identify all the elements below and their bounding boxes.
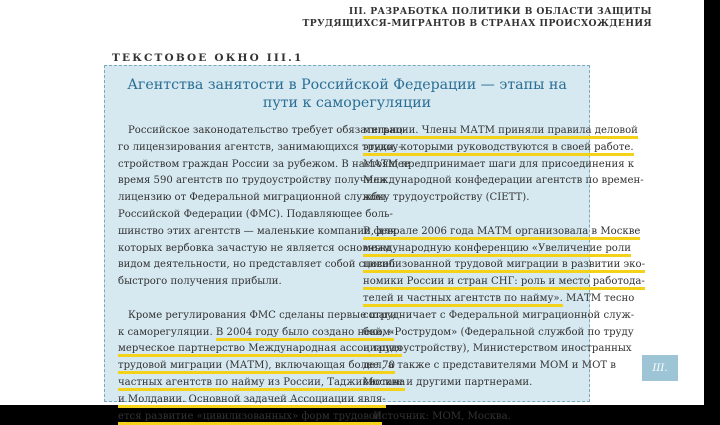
text-line [363,140,645,157]
text-line: Российской Федерации (ФМС). Подавляющее боль- [118,208,393,220]
highlighted-text: ется развитие «цивилизованных» форм трудовой [118,411,382,425]
text-line: бой, «Рострудом» (Федеральной службой по труду [363,326,634,338]
chapter-header-line-1: III. РАЗРАБОТКА ПОЛИТИКИ В ОБЛАСТИ ЗАЩИТЫ [348,6,652,17]
highlighted-text: международную конференцию «Увеличение роли [363,243,631,257]
text-line [363,291,645,308]
highlighted-text: трудовой миграции (МАТМ), включающая более 70 [118,360,395,374]
highlighted-text: и Молдавии. Основной задачей Ассоциации явля- [118,394,386,408]
text-segment: МАТМ тесно [562,292,635,304]
text-line: видом деятельности, но представляет собой способ [118,259,395,271]
text-box [104,65,645,422]
text-line: ному трудоустройству (CIETT). [363,192,530,204]
chapter-header-line-2: ТРУДЯЩИХСЯ-МИГРАНТОВ В СТРАНАХ ПРОИСХОЖДЕНИЯ [302,18,652,29]
title-line-1: Агентства занятости в Российской Федерации — этапы на [127,77,567,93]
text-line: Кроме регулирования ФМС сделаны первые шаги [128,309,397,321]
text-line: сотрудничает с Федеральной миграционной служ- [363,309,635,321]
highlighted-text: телей и частных агентств по найму». [363,293,563,307]
text-line [363,123,645,140]
highlighted-text: миграции. Члены МАТМ приняли правила деловой [363,125,638,139]
text-line: дел, а также с представителями МОМ и МОТ в [363,360,616,372]
viewer-edge [704,0,720,405]
paragraph-gap [363,392,645,409]
text-line: Российское законодательство требует обязательно- [128,125,406,136]
text-line: Международной конфедерации агентств по времен- [363,175,644,187]
highlighted-text: номики России и стран СНГ: роль и место работода- [363,276,645,290]
text-line: стройством граждан России за рубежом. В настоящее [118,158,410,170]
text-line: время 590 агентств по трудоустройству получили [118,175,387,187]
text-segment: к саморегуляции. [118,326,216,338]
text-line: которых вербовка зачастую не является основным [118,242,391,254]
text-line: быстрого получения прибыли. [118,276,282,288]
highlighted-text: частных агентств по найму из России, Таджикистана [118,377,405,391]
text-line: шинство этих агентств — маленькие компании, для [118,225,397,237]
page-section-tab: III. [642,355,678,381]
text-line: лицензию от Федеральной миграционной службы [118,192,386,204]
highlighted-text: цивилизованной трудовой миграции в развитии эко- [363,259,645,273]
text-line: и трудоустройству), Министерством иностранных [363,343,632,355]
text-line [363,224,645,241]
highlighted-text: этики, которыми руководствуются в своей работе. [363,142,634,156]
text-line [363,274,645,291]
source-note: Источник: МОМ, Москва. [373,410,511,422]
text-box-title [105,76,589,112]
highlighted-text: В феврале 2006 года МАТМ организовала в Москве [363,226,640,240]
right-column [363,123,645,425]
text-line: Москве и другими партнерами. [363,376,533,388]
text-line [363,241,645,258]
title-line-2: пути к саморегуляции [262,95,432,111]
text-line [363,257,645,274]
text-line: го лицензирования агентств, занимающихся трудоу- [118,141,402,153]
text-box-label: ТЕКСТОВОЕ ОКНО III.1 [112,52,304,64]
highlighted-text: В 2004 году было создано неком- [216,327,394,341]
chapter-header [303,6,652,30]
text-line: МАТМ предпринимает шаги для присоединения к [363,158,635,170]
paragraph-gap [363,207,645,224]
highlighted-text: мерческое партнерство Международная ассоциация [118,343,402,357]
